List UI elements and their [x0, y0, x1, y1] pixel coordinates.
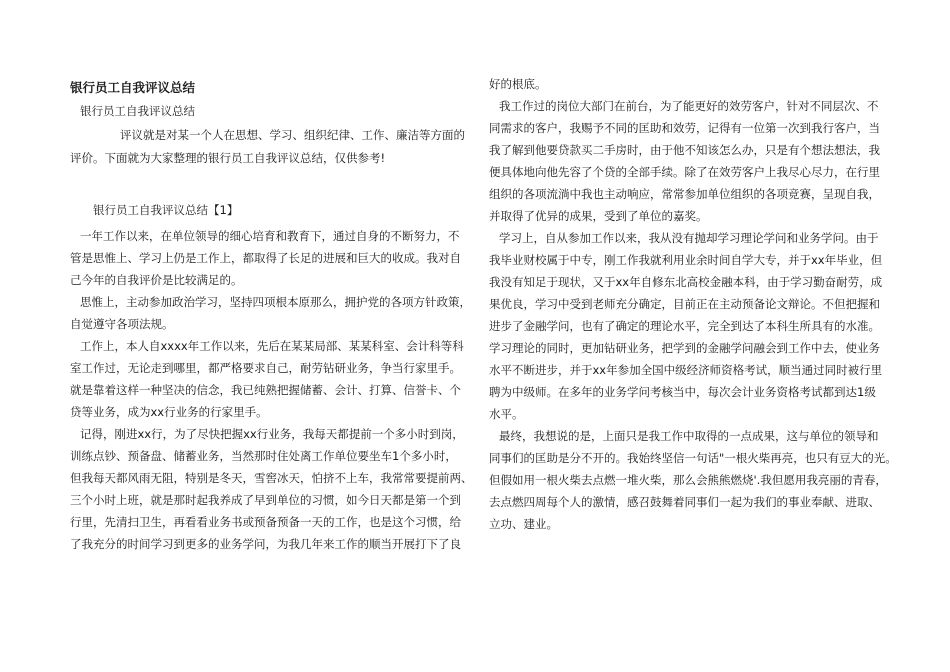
paragraph-line: 管是思惟上、学习上仍是工作上，都取得了长足的进展和巨大的收成。我对自 — [70, 251, 461, 265]
paragraph-line: 己今年的自我评价是比较满足的。 — [70, 273, 243, 287]
paragraph-line: 室工作过，无论走到哪里，都严格要求自己，耐劳钻研业务，争当行家里手。 — [70, 361, 461, 375]
paragraph-line: 思惟上，主动参加政治学习，坚持四项根本原那么，拥护党的各项方针政策， — [80, 295, 471, 309]
paragraph-line: 我没有知足于现状，又于xx年自修东北高校金融本科，由于学习勤奋耐劳，成 — [489, 275, 883, 289]
paragraph-line: 三个小时上班，就是那时起我养成了早到单位的习惯，如今日天都是第一个到 — [70, 493, 461, 507]
right-column — [489, 73, 897, 535]
paragraph-line: 水平不断进步，并于xx年参加全国中级经济师资格考试，顺当通过同时被行里 — [489, 363, 883, 377]
paragraph-line: 同事们的匡助是分不开的。我始终坚信一句话"一根火柴再亮，也只有豆大的光。 — [489, 451, 897, 465]
paragraph-line: 并取得了优异的成果，受到了单位的嘉奖。 — [489, 209, 708, 223]
paragraph-line: 但假如用一根火柴去点燃一堆火柴，那么会熊熊燃烧'.我但愿用我亮丽的青春， — [489, 473, 887, 487]
paragraph-line: 组织的各项流淌中我也主动响应，常常参加单位组织的各项竞赛，呈现自我， — [489, 187, 880, 201]
paragraph-line: 水平。 — [489, 407, 524, 421]
paragraph-line: 我毕业财校属于中专，刚工作我就利用业余时间自学大专，并于xx年毕业，但 — [489, 253, 883, 267]
paragraph-line: 果优良，学习中受到老师充分确定，目前正在主动预备论文辩论。不但把握和 — [489, 297, 880, 311]
document-title: 银行员工自我评议总结 — [70, 80, 196, 95]
paragraph-line: 进步了金融学问，也有了确定的理论水平，完全到达了本科生所具有的水准。 — [489, 319, 880, 333]
paragraph-line: 我了解到他要贷款买二手房时，由于他不知该怎么办，只是有个想法想法，我 — [489, 143, 880, 157]
paragraph-line: 记得，刚进xx行，为了尽快把握xx行业务，我每天都提前一个多小时到岗， — [80, 427, 464, 441]
paragraph-line: 学习理论的同时，更加钻研业务，把学到的金融学问融会到工作中去，使业务 — [489, 341, 880, 355]
paragraph-line: 便具体地向他先容了个贷的全部手续。除了在效劳客户上我尽心尽力，在行里 — [489, 165, 880, 179]
paragraph-line: 了我充分的时间学习到更多的业务学问，为我几年来工作的顺当开展打下了良 — [70, 537, 461, 551]
paragraph-line: 一年工作以来，在单位领导的细心培育和教育下，通过自身的不断努力，不 — [80, 229, 460, 243]
document-subtitle: 银行员工自我评议总结 — [80, 104, 195, 118]
paragraph-line: 最终，我想说的是，上面只是我工作中取得的一点成果，这与单位的领导和 — [499, 429, 879, 443]
paragraph-line: 但我每天都风雨无阻，特别是冬天，雪窖冰天，怕挤不上车，我常常要提前两、 — [70, 471, 473, 485]
intro-line: 评议就是对某一个人在思想、学习、组织纪律、工作、廉洁等方面的 — [120, 128, 465, 142]
left-column — [70, 225, 473, 555]
paragraph-line: 我工作过的岗位大部门在前台，为了能更好的效劳客户，针对不同层次、不 — [499, 99, 879, 113]
paragraph-line: 同需求的客户，我赐予不同的匡助和效劳，记得有一位第一次到我行客户，当 — [489, 121, 880, 135]
paragraph-line: 训练点钞、预备盘、储蓄业务，当然那时住处离工作单位要坐车1个多小时， — [70, 449, 457, 463]
paragraph-line: 学习上，自从参加工作以来，我从没有抛却学习理论学问和业务学问。由于 — [499, 231, 879, 245]
paragraph-line: 去点燃四周每个人的激情，感召鼓舞着同事们一起为我们的事业奉献、进取、 — [489, 495, 880, 509]
intro-line: 评价。下面就为大家整理的银行员工自我评议总结，仅供参考! — [70, 151, 386, 165]
paragraph-line: 立功、建业。 — [489, 517, 558, 531]
paragraph-line: 就是靠着这样一种坚决的信念，我已纯熟把握储蓄、会计、打算、信誉卡、个 — [70, 383, 461, 397]
paragraph-line: 自觉遵守各项法规。 — [70, 317, 174, 331]
paragraph-line: 工作上，本人自xxxx年工作以来，先后在某某局部、某某科室、会计科等科 — [80, 339, 464, 353]
paragraph-line: 好的根底。 — [489, 77, 547, 91]
paragraph-line: 贷等业务，成为xx行业务的行家里手。 — [70, 405, 268, 419]
section-heading: 银行员工自我评议总结【1】 — [93, 203, 239, 217]
paragraph-line: 行里，先清扫卫生，再看看业务书或预备预备一天的工作，也是这个习惯，给 — [70, 515, 461, 529]
paragraph-line: 聘为中级师。在多年的业务学问考核当中，每次会计业务资格考试都到达1级 — [489, 385, 876, 399]
